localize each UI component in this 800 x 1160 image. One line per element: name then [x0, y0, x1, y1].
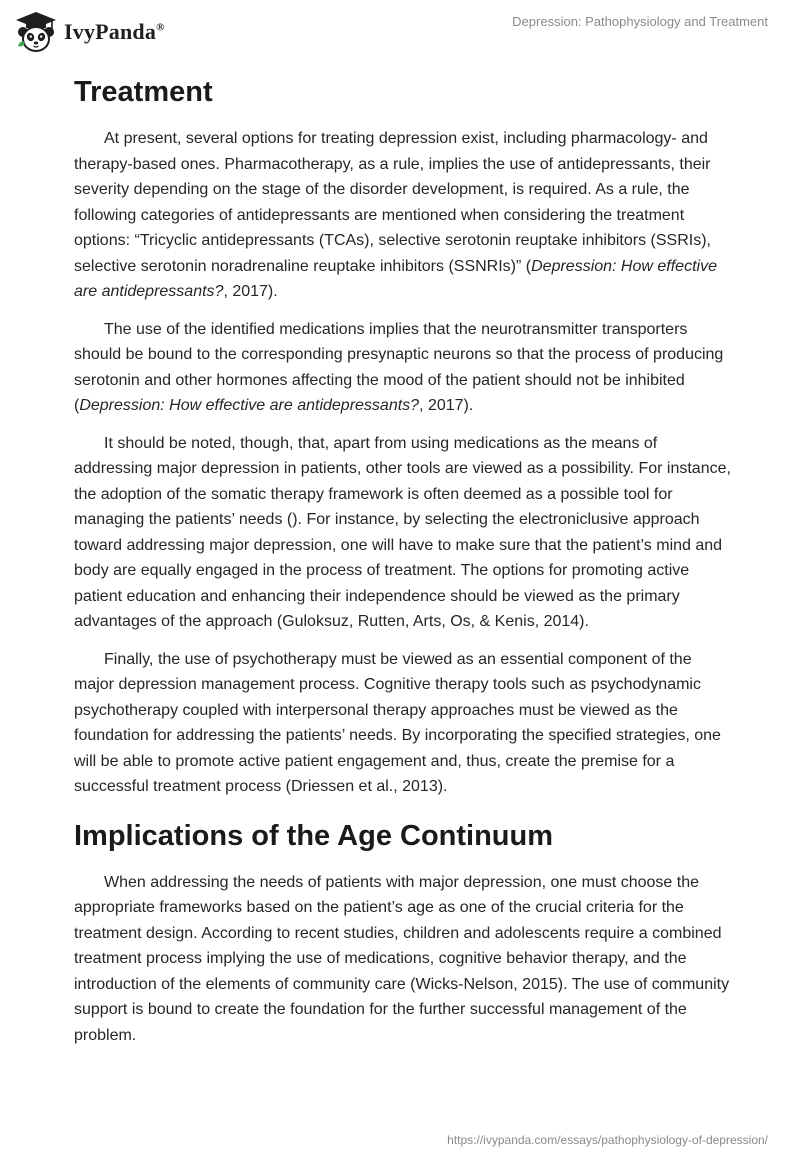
section-title-treatment: Treatment	[74, 76, 213, 108]
page-header	[0, 0, 800, 70]
paragraph: At present, several options for treating depression exist, including pharmacology- and therapy-based ones. Pharmacotherapy, as a rule, implies the use of antidepressants, their severity depending on the stage of the disorder development, is required. As a rule, the following categories of antidepressants are mentioned when considering the treatment options: “Tricyclic antidepressants (TCAs), selective serotonin reuptake inhibitors (SSRIs), selective serotonin noradrenaline reuptake inhibitors (SSNRIs)” (Depression: How effective are antidepressants?, 2017).	[74, 130, 717, 300]
citation-italic: Depression: How effective are antidepressants?	[79, 397, 420, 414]
section-title-age-continuum: Implications of the Age Continuum	[74, 819, 554, 852]
article-body	[74, 72, 734, 1060]
paragraph: The use of the identified medications implies that the neurotransmitter transporters should be bound to the corresponding presynaptic neurons so that the process of producing serotonin and other hormones affecting the mood of the patient should not be inhibited (Depression: How effective are antidepressants?, 2017).	[74, 320, 724, 414]
paragraph: When addressing the needs of patients with major depression, one must choose the appropriate frameworks based on the patient’s age as one of the crucial criteria for the treatment design. According to recent studies, children and adolescents require a combined treatment process implying the use of medications, cognitive behavior therapy, and the introduction of the elements of community care (Wicks-Nelson, 2015). The use of community support is bound to create the foundation for the further successful management of the problem.	[74, 873, 730, 1044]
document-title: Depression: Pathophysiology and Treatment	[512, 14, 768, 29]
brand-name: IvyPanda®	[64, 19, 165, 44]
ivypanda-logo[interactable]	[14, 10, 165, 54]
paragraph: Finally, the use of psychotherapy must be viewed as an essential component of the major depression management process. Cognitive therapy tools such as psychodynamic psychotherapy coupled with interpersonal therapy approaches must be viewed as the foundation for addressing the patients’ needs. By incorporating the specified strategies, one will be able to promote active patient engagement and, thus, create the premise for a successful treatment process (Driessen et al., 2013).	[74, 650, 721, 795]
source-url[interactable]: https://ivypanda.com/essays/pathophysiology-of-depression/	[447, 1133, 768, 1147]
panda-graduate-icon	[14, 10, 58, 54]
paragraph: It should be noted, though, that, apart from using medications as the means of addressing major depression in patients, other tools are viewed as a possibility. For instance, the adoption of the somatic therapy framework is often deemed as a possible tool for managing the patients’ needs (). For instance, by selecting the electroniclusive approach toward addressing major depression, one will have to make sure that the patient’s mind and body are equally engaged in the process of treatment. The options for promoting active patient education and enhancing their independence should be viewed as the primary advantages of the approach (Guloksuz, Rutten, Arts, Os, & Kenis, 2014).	[74, 434, 731, 630]
citation-italic: Depression: How effective are antidepressants?	[74, 257, 717, 300]
registered-mark: ®	[156, 21, 165, 34]
